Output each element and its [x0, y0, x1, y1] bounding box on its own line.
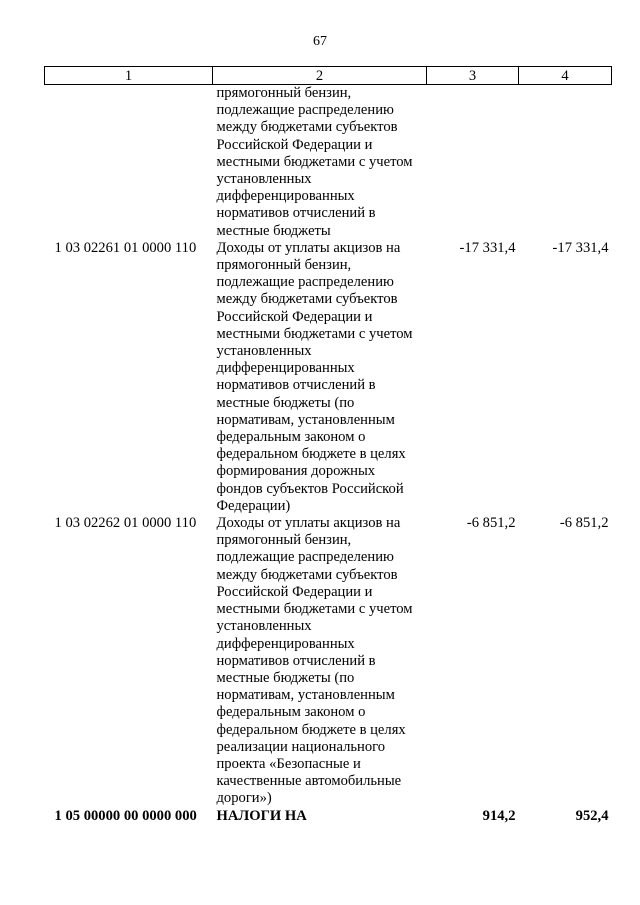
income-name [213, 808, 427, 825]
header-col-3: 3 [427, 67, 519, 85]
income-name-line: дифференцированных [216, 188, 355, 205]
income-name-line: дифференцированных [216, 360, 355, 377]
income-name-line: между бюджетами субъектов [216, 291, 398, 308]
income-name [213, 240, 427, 515]
income-name-line: формирования дорожных [216, 463, 376, 480]
income-name-line: федеральном бюджете в целях [216, 721, 406, 738]
income-name-line: нормативов отчислений в [216, 205, 376, 222]
income-name-line: Российской Федерации и [216, 308, 373, 325]
page-number: 67 [313, 34, 327, 49]
income-name-line: федеральном бюджете в целях [216, 446, 406, 463]
table-row [45, 515, 612, 807]
income-name-line: нормативов отчислений в [216, 377, 376, 394]
income-name-line: фондов субъектов Российской [216, 480, 404, 497]
income-name-line: подлежащие распределению [216, 102, 394, 119]
income-name-line: реализации национального [216, 738, 386, 755]
income-name-line: местные бюджеты (по [216, 394, 355, 411]
income-name-line: Доходы от уплаты акцизов на [216, 515, 401, 532]
income-name-line: прямогонный бензин, [216, 532, 352, 549]
income-name-line: прямогонный бензин, [216, 85, 352, 101]
table-row [45, 85, 612, 240]
header-col-1: 1 [45, 67, 213, 85]
budget-code [45, 85, 213, 240]
income-name-line: подлежащие распределению [216, 549, 394, 566]
income-name-line: между бюджетами субъектов [216, 119, 398, 136]
income-name-line: проекта «Безопасные и [216, 755, 361, 772]
value-col-3: 914,2 [482, 807, 516, 824]
income-name-line: подлежащие распределению [216, 274, 394, 291]
header-row [45, 67, 612, 85]
header-col-2: 2 [213, 67, 427, 85]
income-name-line: местные бюджеты (по [216, 669, 355, 686]
table-body [45, 85, 612, 825]
income-name [213, 515, 427, 807]
table-row [45, 240, 612, 515]
income-name [213, 85, 427, 240]
income-name-line: прямогонный бензин, [216, 257, 352, 274]
budget-code: 1 05 00000 00 0000 000 [54, 807, 197, 824]
header-col-4: 4 [519, 67, 612, 85]
income-name-line: качественные автомобильные [216, 773, 402, 790]
income-name-line: Федерации) [216, 497, 291, 514]
income-name-line: нормативам, установленным [216, 411, 395, 428]
income-name-line: между бюджетами субъектов [216, 566, 398, 583]
budget-code: 1 03 02262 01 0000 110 [54, 515, 197, 532]
income-name-line: нормативам, установленным [216, 687, 395, 704]
value-col-4 [519, 85, 612, 240]
value-col-3: -6 851,2 [466, 515, 516, 532]
income-name-line: местные бюджеты [216, 222, 331, 239]
value-col-3: -17 331,4 [459, 239, 516, 256]
budget-code: 1 03 02261 01 0000 110 [54, 239, 197, 256]
value-col-4: 952,4 [575, 807, 609, 824]
income-name-line: установленных [216, 343, 312, 360]
income-name-line: НАЛОГИ НА [216, 807, 307, 824]
table-header [45, 67, 612, 85]
income-name-line: Российской Федерации и [216, 136, 373, 153]
income-name-line: нормативов отчислений в [216, 652, 376, 669]
income-name-line: Доходы от уплаты акцизов на [216, 239, 401, 256]
income-name-line: федеральным законом о [216, 429, 366, 446]
value-col-3 [427, 85, 519, 240]
income-name-line: местными бюджетами с учетом [216, 601, 413, 618]
income-name-line: установленных [216, 618, 312, 635]
income-name-line: Российской Федерации и [216, 583, 373, 600]
income-name-line: местными бюджетами с учетом [216, 153, 413, 170]
income-name-line: федеральным законом о [216, 704, 366, 721]
income-name-line: дороги») [216, 790, 272, 807]
value-col-4: -6 851,2 [559, 515, 609, 532]
table-row [45, 808, 612, 825]
budget-table [44, 66, 612, 825]
value-col-4: -17 331,4 [552, 239, 609, 256]
income-name-line: установленных [216, 171, 312, 188]
income-name-line: местными бюджетами с учетом [216, 325, 413, 342]
income-name-line: дифференцированных [216, 635, 355, 652]
